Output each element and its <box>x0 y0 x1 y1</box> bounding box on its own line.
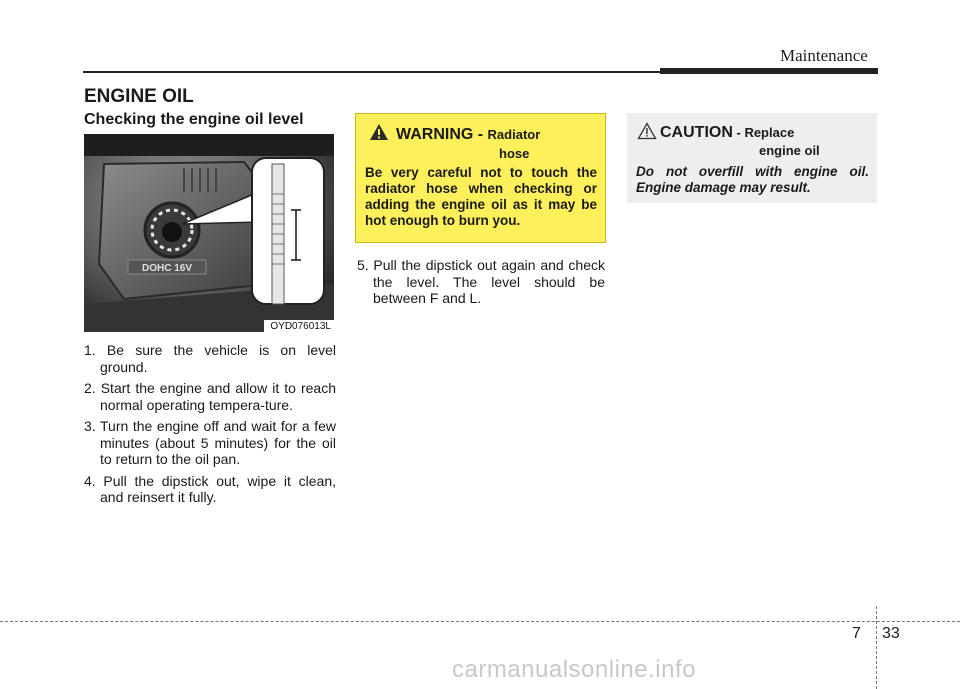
engine-badge-text: DOHC 16V <box>141 263 193 274</box>
header-rule <box>83 71 663 73</box>
procedure-steps <box>84 342 336 511</box>
warning-triangle-icon <box>369 123 389 141</box>
step-item: 3. Turn the engine off and wait for a few minutes (about 5 minutes) for the oil to return to the oil pan. <box>84 418 336 467</box>
warning-heading <box>396 126 540 144</box>
caution-subject: - Replace <box>732 125 795 140</box>
section-title: ENGINE OIL <box>84 86 194 107</box>
header-section-title: Maintenance <box>780 46 868 65</box>
page-number: 33 <box>882 625 900 642</box>
header-rule-accent <box>660 68 878 74</box>
caution-heading <box>660 124 794 142</box>
caution-triangle-icon <box>637 122 657 140</box>
step-item: 2. Start the engine and allow it to reach normal operating tempera-ture. <box>84 380 336 413</box>
chapter-number: 7 <box>852 625 861 642</box>
subsection-title: Checking the engine oil level <box>84 111 304 128</box>
caution-subject-cont: engine oil <box>759 143 820 158</box>
engine-dipstick-illustration <box>84 134 334 332</box>
caution-box <box>627 113 877 203</box>
warning-label: WARNING - <box>396 126 488 143</box>
engine-photo-graphic <box>84 134 334 332</box>
footer-divider <box>0 621 960 622</box>
warning-text: Be very careful not to touch the radiator hose when checking or adding the engine oil as it may be hot enough to burn you. <box>365 165 597 228</box>
warning-box <box>355 113 606 243</box>
footer-vertical-divider <box>876 606 877 689</box>
warning-subject-cont: hose <box>499 146 530 161</box>
caution-label: CAUTION <box>660 124 733 141</box>
caution-text: Do not overfill with engine oil. Engine damage may result. <box>636 164 869 195</box>
step-item: 1. Be sure the vehicle is on level ground. <box>84 342 336 375</box>
step-item: 4. Pull the dipstick out, wipe it clean, and reinsert it fully. <box>84 472 336 505</box>
watermark-text: carmanualsonline.info <box>452 656 696 683</box>
figure-code: OYD076013L <box>264 320 334 332</box>
step-item-5: 5. Pull the dipstick out again and check the level. The level should be between F and L. <box>357 257 605 306</box>
warning-subject: Radiator <box>487 127 541 142</box>
